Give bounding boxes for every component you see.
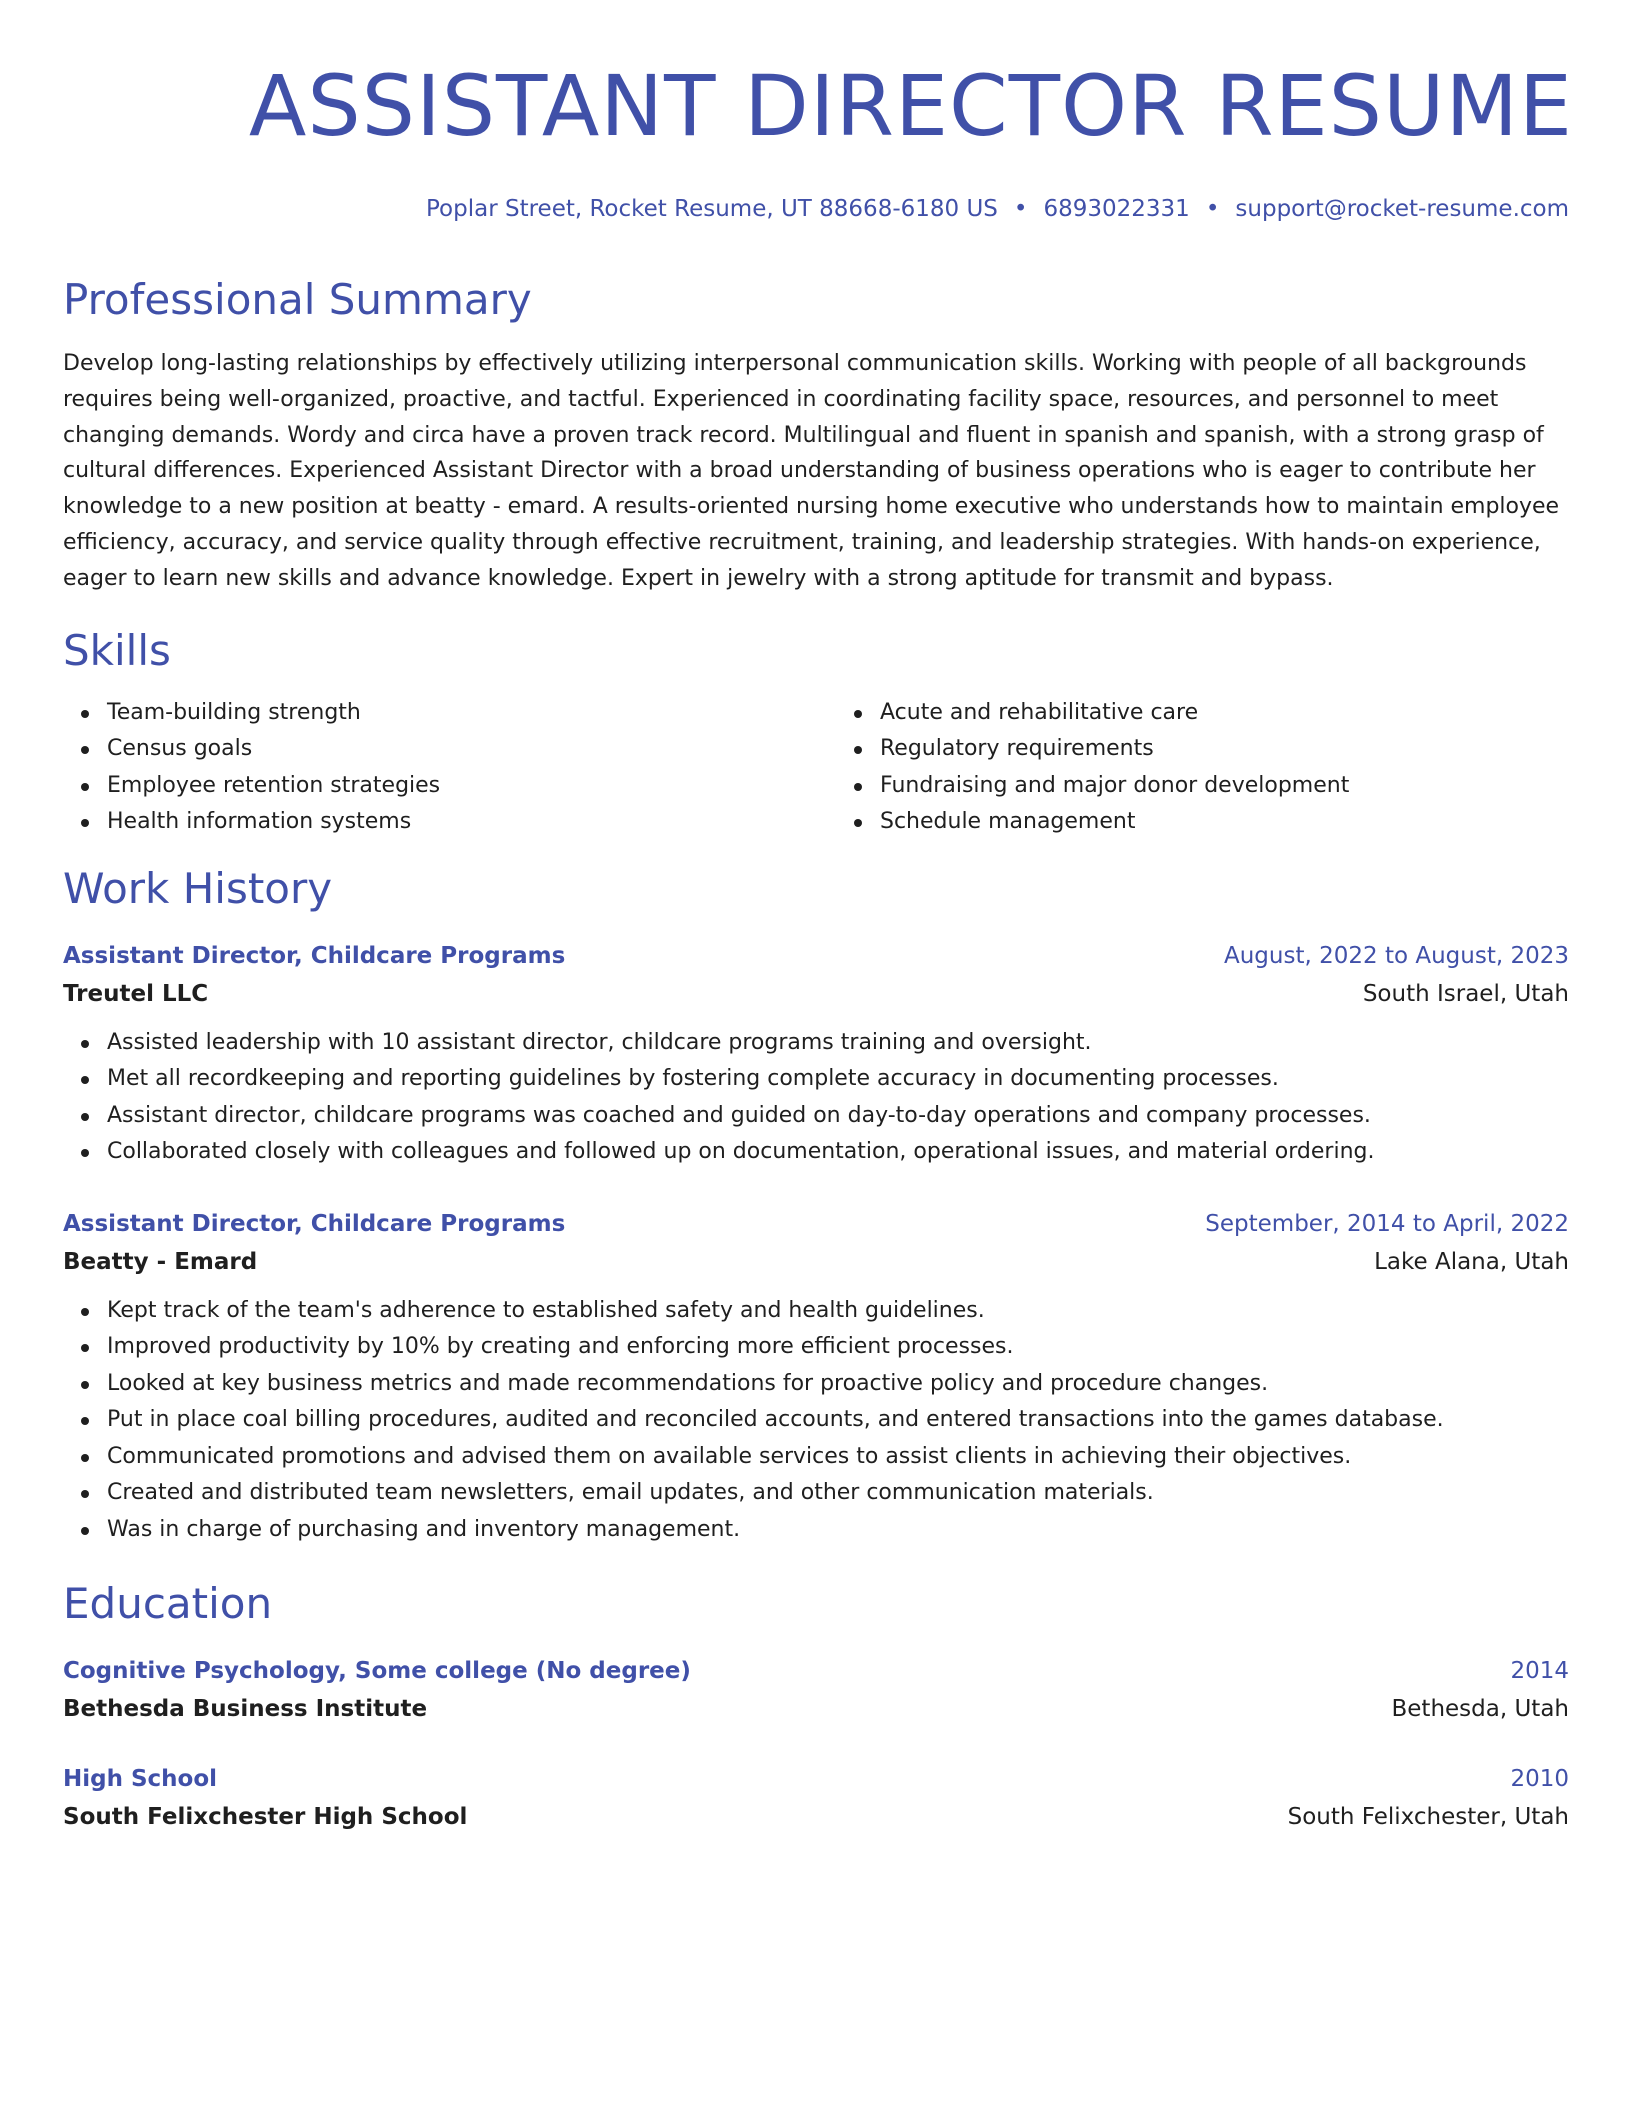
skill-item: Health information systems [63,804,796,841]
summary-text: Develop long-lasting relationships by effectively utilizing interpersonal communication skills. Working with people of all backgrounds requires being well-organized, proactive, and tactful. Experienced in coordinating facility space, resources, and personnel to meet changing demands. Wordy and circa have a proven track record. Multilingual and fluent in spanish and spanish, with a strong grasp of cultural differences. Experienced Assistant Director with a broad understanding of business operations who is eager to contribute her knowledge to a new position at beatty - emard. A results-oriented nursing home executive who understands how to maintain employee efficiency, accuracy, and service quality through effective recruitment, training, and leadership strategies. With hands-on experience, eager to learn new skills and advance knowledge. Expert in jewelry with a strong aptitude for transmit and bypass. [63,351,1560,591]
skill-item: Acute and rehabilitative care [836,695,1569,732]
job-dates: September, 2014 to April, 2022 [1205,1210,1569,1237]
contact-address: Poplar Street, Rocket Resume, UT 88668-6180 US [426,196,998,222]
job-bullet: Put in place coal billing procedures, audited and reconciled accounts, and entered transactions into the games database. [63,1402,1569,1439]
skills-heading: Skills [63,625,171,675]
job-title-row [63,1205,1569,1243]
skill-item: Fundraising and major donor development [836,768,1569,805]
job-bullet: Collaborated closely with colleagues and followed up on documentation, operational issues, and material ordering. [63,1134,1569,1171]
job-company: Treutel LLC [63,980,209,1007]
job-bullet: Was in charge of purchasing and inventory management. [63,1512,1569,1549]
job-bullet: Improved productivity by 10% by creating and enforcing more efficient processes. [63,1329,1569,1366]
skill-item: Schedule management [836,804,1569,841]
job-location: South Israel, Utah [1362,980,1569,1007]
education-degree: High School [63,1766,218,1793]
job-bullet: Met all recordkeeping and reporting guidelines by fostering complete accuracy in documenting processes. [63,1061,1569,1098]
education-entry [63,1760,1569,1836]
job-bullet: Communicated promotions and advised them on available services to assist clients in achieving their objectives. [63,1439,1569,1476]
job-company-row [63,975,1569,1013]
education-heading: Education [63,1579,273,1629]
job-bullet: Assistant director, childcare programs was coached and guided on day-to-day operations and company processes. [63,1098,1569,1135]
education-degree-row [63,1760,1569,1798]
skill-item: Team-building strength [63,695,796,732]
job-title: Assistant Director, Childcare Programs [63,1210,566,1237]
work-history-section [63,863,1569,1549]
education-school: Bethesda Business Institute [63,1696,428,1723]
job-company: Beatty - Emard [63,1248,258,1275]
job-bullet: Assisted leadership with 10 assistant director, childcare programs training and oversight. [63,1025,1569,1062]
job-entry [63,1205,1569,1549]
skill-item: Census goals [63,731,796,768]
education-school-row [63,1690,1569,1728]
job-bullet: Created and distributed team newsletters, email updates, and other communication materials. [63,1475,1569,1512]
job-location: Lake Alana, Utah [1374,1248,1569,1275]
job-title: Assistant Director, Childcare Programs [63,942,566,969]
job-title-row [63,937,1569,975]
education-school-row [63,1798,1569,1836]
resume-header [63,57,1573,224]
education-school: South Felixchester High School [63,1804,468,1831]
resume-title: ASSISTANT DIRECTOR RESUME [248,57,1573,155]
job-company-row [63,1243,1569,1281]
work-history-heading: Work History [63,863,333,913]
education-section [63,1578,1569,1836]
education-degree: Cognitive Psychology, Some college (No degree) [63,1658,691,1685]
education-entry [63,1652,1569,1728]
job-dates: August, 2022 to August, 2023 [1224,942,1569,969]
job-bullets [63,1293,1569,1549]
contact-phone: 6893022331 [1043,196,1190,222]
skill-item: Employee retention strategies [63,768,796,805]
skill-item: Regulatory requirements [836,731,1569,768]
education-degree-row [63,1652,1569,1690]
contact-email[interactable]: support@rocket-resume.com [1235,196,1569,222]
summary-heading: Professional Summary [63,275,532,324]
job-bullet: Looked at key business metrics and made recommendations for proactive policy and procedure changes. [63,1366,1569,1403]
contact-separator: • [1205,196,1220,222]
education-year: 2010 [1510,1766,1569,1793]
skills-list-left [63,695,796,841]
skills-section [63,625,1569,841]
skills-list-right [836,695,1569,841]
education-location: Bethesda, Utah [1391,1696,1569,1723]
job-entry [63,937,1569,1171]
skills-columns [63,695,1569,841]
job-bullet: Kept track of the team's adherence to established safety and health guidelines. [63,1293,1569,1330]
summary-section [63,274,1569,597]
education-year: 2014 [1510,1658,1569,1685]
education-location: South Felixchester, Utah [1287,1804,1569,1831]
contact-line [63,194,1569,224]
contact-separator: • [1013,196,1028,222]
job-bullets [63,1025,1569,1171]
